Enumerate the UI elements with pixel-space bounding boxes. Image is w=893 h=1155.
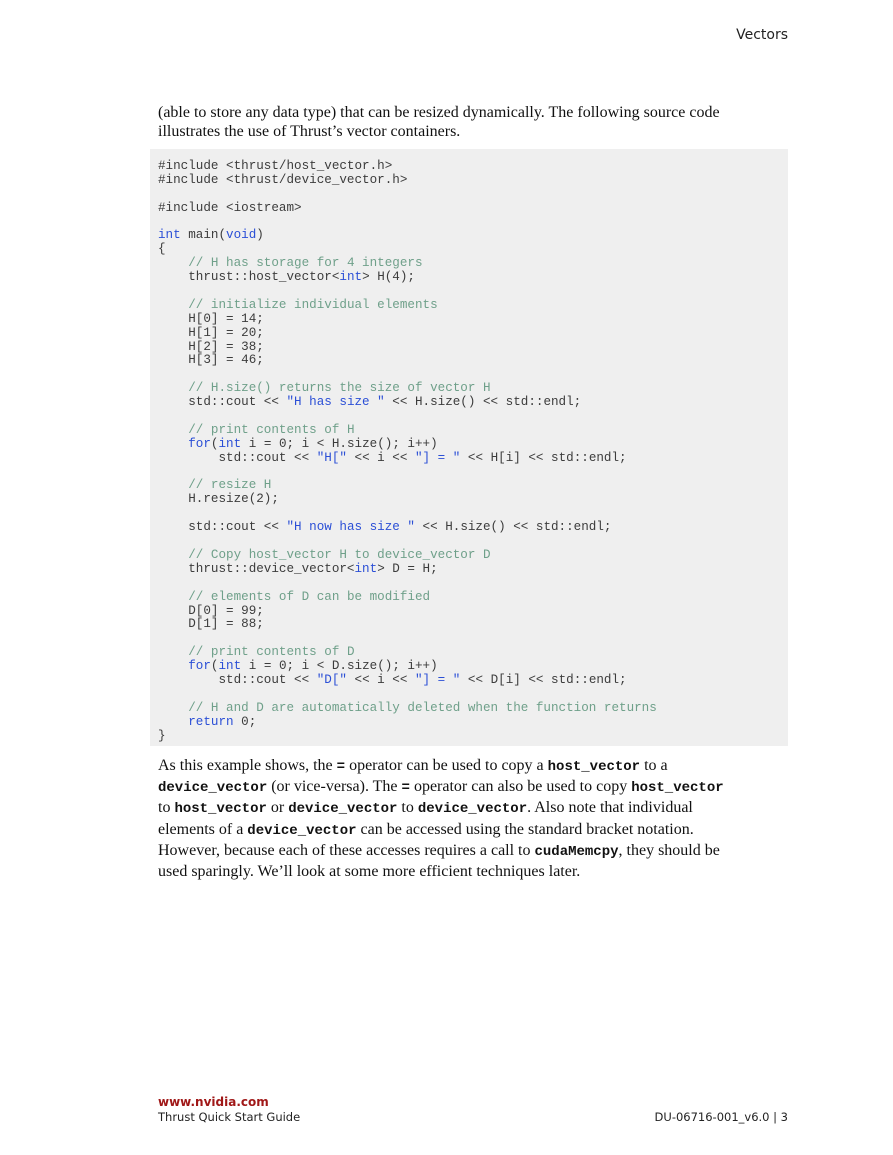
code-text: { (158, 242, 166, 257)
code-line (158, 382, 657, 396)
code-line (158, 521, 657, 535)
code-text: D[0] = 99; (158, 603, 264, 618)
code-keyword: void (226, 228, 257, 243)
code-comment: // H.size() returns the size of vector H (188, 381, 491, 396)
code-line (158, 674, 657, 688)
page-header-title: Vectors (736, 27, 788, 43)
code-text: << H[i] << std::endl; (460, 450, 627, 465)
code-text: > H(4); (362, 270, 415, 285)
code-text: << i << (346, 672, 415, 687)
code-line (158, 632, 657, 646)
code-text: H[1] = 20; (158, 325, 264, 340)
code-comment: // print contents of H (188, 422, 355, 437)
code-text (158, 437, 188, 451)
outro-line-3 (158, 798, 788, 819)
inline-code: device_vector (417, 801, 528, 818)
code-line (158, 216, 657, 230)
inline-code: host_vector (547, 759, 641, 775)
text-segment: . Also note that individual (527, 799, 693, 817)
code-text (158, 478, 188, 492)
code-line (158, 160, 657, 174)
code-text: H.resize(2); (158, 492, 279, 507)
code-text (158, 548, 188, 562)
code-comment: // H has storage for 4 integers (188, 256, 423, 271)
code-line (158, 424, 657, 438)
code-text: 0; (233, 714, 257, 729)
text-segment: elements of a (158, 820, 248, 838)
code-line (158, 660, 657, 674)
code-keyword: for (188, 659, 211, 674)
outro-line-1 (158, 756, 788, 777)
code-text: << i << (346, 450, 415, 465)
code-keyword: int (354, 561, 378, 576)
code-text: #include <thrust/device_vector.h> (158, 172, 408, 187)
code-text: } (158, 728, 166, 743)
code-text (158, 715, 188, 729)
code-line (158, 563, 657, 577)
text-segment: or (266, 799, 289, 817)
code-line (158, 702, 657, 716)
code-text (158, 381, 188, 395)
code-text (158, 298, 188, 312)
code-text: ) (256, 228, 264, 243)
text-segment: to (158, 799, 175, 817)
code-line (158, 479, 657, 493)
outro-line-4 (158, 820, 788, 841)
outro-paragraph (158, 756, 788, 881)
outro-line-2 (158, 777, 788, 798)
code-comment: // H and D are automatically deleted when the function returns (188, 700, 657, 715)
code-text (158, 423, 188, 437)
code-line (158, 410, 657, 424)
code-keyword: return (188, 714, 234, 729)
code-text: D[1] = 88; (158, 617, 264, 632)
code-line (158, 618, 657, 632)
footer-document-id: DU-06716-001_v6.0 | 3 (654, 1110, 788, 1124)
code-line (158, 271, 657, 285)
code-keyword: int (339, 270, 363, 285)
code-keyword: "D[" (316, 672, 347, 687)
code-line (158, 730, 657, 744)
code-text: i = 0; i < D.size(); i++) (241, 659, 438, 674)
code-keyword: "H[" (316, 450, 347, 465)
code-text (158, 659, 188, 673)
code-text: std::cout << (158, 450, 317, 465)
code-text: << H.size() << std::endl; (384, 395, 582, 410)
intro-paragraph (158, 103, 788, 141)
code-keyword: "H has size " (286, 395, 385, 410)
code-line (158, 229, 657, 243)
code-text: ( (210, 659, 219, 674)
text-segment: used sparingly. We’ll look at some more efficient techniques later. (158, 863, 581, 881)
intro-line-2: illustrates the use of Thrust’s vector containers. (158, 123, 461, 141)
inline-code: cudaMemcpy (534, 843, 619, 860)
code-block (158, 160, 657, 743)
code-text: << H.size() << std::endl; (414, 520, 612, 535)
code-comment: // resize H (188, 478, 272, 493)
footer-website-link[interactable]: www.nvidia.com (158, 1095, 269, 1109)
code-line (158, 466, 657, 480)
text-segment: operator can be used to copy a (345, 757, 548, 774)
operator-code: = (401, 780, 410, 797)
text-segment: (or vice-versa). The (267, 778, 402, 796)
code-text: H[0] = 14; (158, 311, 264, 326)
code-keyword: "] = " (414, 672, 461, 687)
code-line (158, 243, 657, 257)
code-line (158, 493, 657, 507)
code-line (158, 341, 657, 355)
code-text: ( (210, 436, 219, 451)
code-text: > D = H; (377, 561, 438, 576)
code-line (158, 257, 657, 271)
code-text (158, 701, 188, 715)
text-segment: operator can also be used to copy (409, 778, 632, 796)
code-line (158, 396, 657, 410)
code-text: main( (180, 228, 227, 243)
inline-code: device_vector (158, 780, 268, 797)
text-segment: As this example shows, the (158, 757, 337, 774)
code-line (158, 174, 657, 188)
code-line (158, 452, 657, 466)
inline-code: device_vector (288, 801, 398, 818)
outro-line-6 (158, 862, 788, 881)
code-line (158, 605, 657, 619)
code-keyword: int (218, 436, 242, 451)
code-comment: // print contents of D (188, 645, 355, 660)
code-text: H[2] = 38; (158, 339, 264, 354)
inline-code: device_vector (247, 822, 357, 839)
code-line (158, 507, 657, 521)
text-segment: , they should be (618, 841, 720, 859)
intro-line-1: (able to store any data type) that can be resized dynamically. The following source code (158, 104, 720, 121)
code-line (158, 299, 657, 313)
outro-line-5 (158, 841, 788, 862)
code-line (158, 591, 657, 605)
code-text: thrust::device_vector< (158, 561, 355, 576)
code-text (158, 590, 188, 604)
code-comment: // Copy host_vector H to device_vector D (188, 547, 491, 562)
code-keyword: int (218, 659, 242, 674)
code-text: #include <thrust/host_vector.h> (158, 159, 393, 173)
code-line (158, 202, 657, 216)
code-text: std::cout << (158, 672, 317, 687)
code-text: std::cout << (158, 520, 287, 535)
text-segment: can be accessed using the standard bracket notation. (356, 820, 694, 838)
code-line (158, 535, 657, 549)
code-text: std::cout << (158, 395, 287, 410)
code-text (158, 256, 188, 270)
code-text (158, 645, 188, 659)
code-text: i = 0; i < H.size(); i++) (241, 436, 438, 451)
code-text: << D[i] << std::endl; (460, 672, 627, 687)
text-segment: However, because each of these accesses requires a call to (158, 841, 535, 859)
footer-guide-title: Thrust Quick Start Guide (158, 1110, 301, 1124)
code-keyword: for (188, 436, 211, 451)
code-line (158, 646, 657, 660)
code-comment: // initialize individual elements (188, 297, 438, 312)
code-line (158, 188, 657, 202)
inline-code: host_vector (174, 801, 267, 818)
code-keyword: "H now has size " (286, 520, 415, 535)
code-line (158, 368, 657, 382)
inline-code: host_vector (631, 780, 724, 797)
code-keyword: int (158, 228, 181, 243)
code-line (158, 327, 657, 341)
code-line (158, 354, 657, 368)
code-keyword: "] = " (414, 450, 461, 465)
code-line (158, 577, 657, 591)
text-segment: to a (640, 757, 668, 774)
code-text: H[3] = 46; (158, 353, 264, 368)
operator-code: = (336, 759, 346, 775)
text-segment: to (397, 799, 418, 817)
code-text: #include <iostream> (158, 200, 302, 215)
code-comment: // elements of D can be modified (188, 589, 431, 604)
code-line (158, 438, 657, 452)
code-line (158, 688, 657, 702)
code-text: thrust::host_vector< (158, 270, 340, 285)
code-line (158, 285, 657, 299)
code-line (158, 549, 657, 563)
code-line (158, 313, 657, 327)
code-line (158, 716, 657, 730)
